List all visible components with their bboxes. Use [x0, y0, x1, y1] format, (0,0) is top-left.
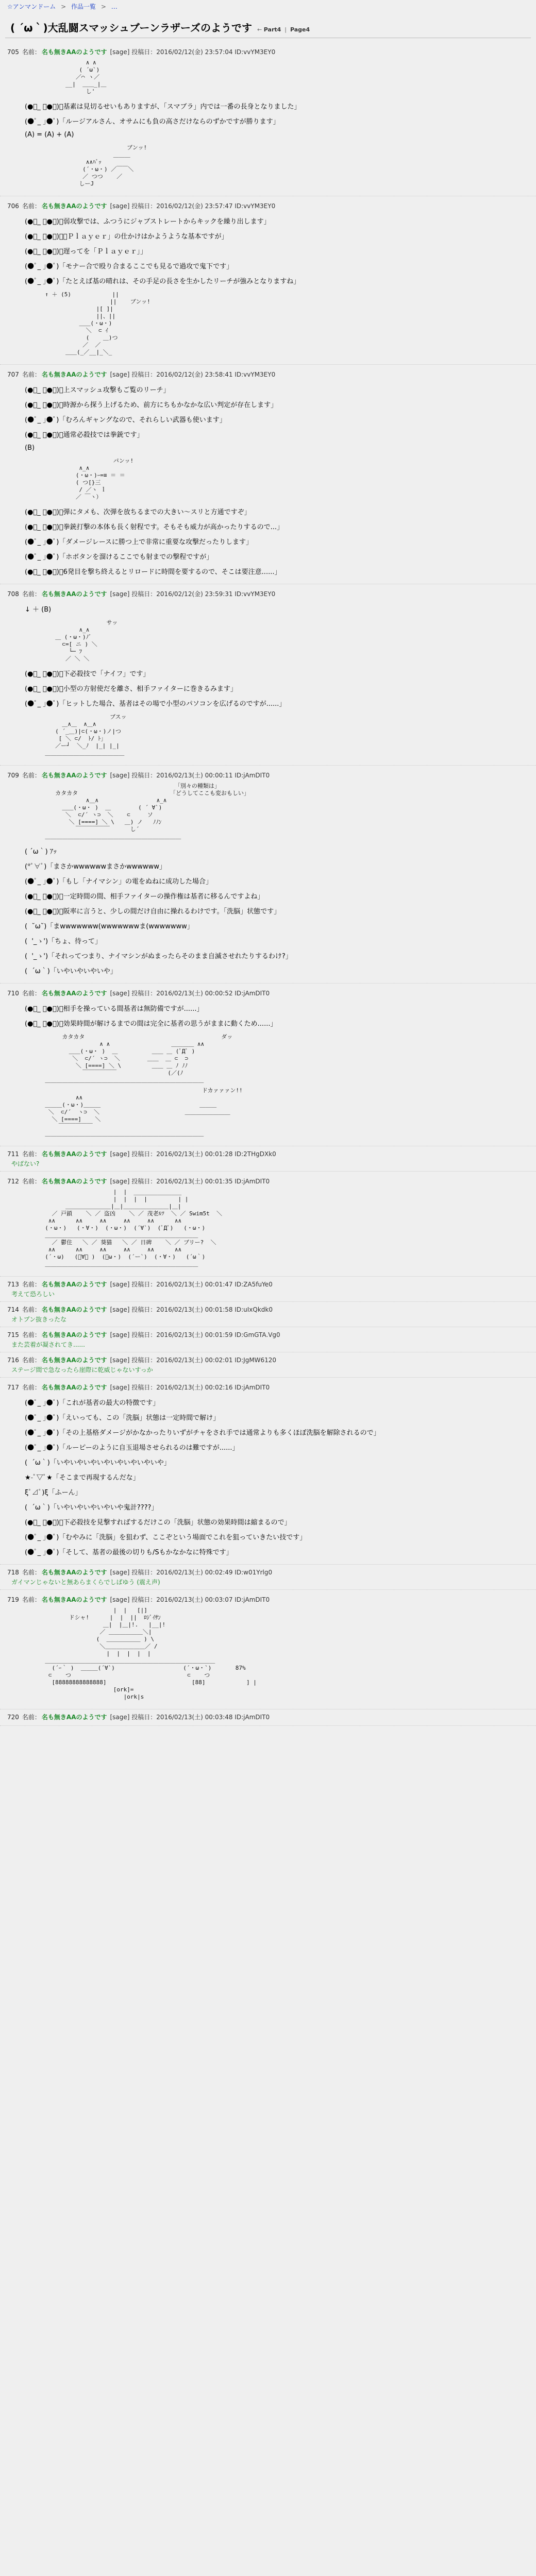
post-meta: [sage] 投稿日：2016/02/12(金) 23:59:31 ID:vvYM3EY0: [110, 590, 276, 598]
post-header: [7, 47, 531, 56]
post: [0, 1378, 536, 1565]
name-label: 名前：: [22, 1357, 41, 1364]
post: [0, 1352, 536, 1378]
poster-name: 名も無きAAのようです: [41, 1150, 107, 1158]
name-label: 名前：: [22, 202, 41, 210]
dialogue-line: (●ﾟ_ ｣●ﾟ)「ルージアルさん、オサムにも負の高さだけならのずかですが勝ります」: [25, 118, 280, 126]
name-label: 名前：: [22, 1714, 41, 1721]
post-number[interactable]: 715: [7, 1331, 19, 1338]
post-body: [7, 1395, 531, 1559]
post-number[interactable]: 712: [7, 1178, 19, 1185]
dialogue-line: ↓ ＋ (B): [25, 606, 52, 614]
poster-name: 名も無きAAのようです: [41, 1331, 107, 1338]
post-number[interactable]: 716: [7, 1357, 19, 1364]
post-number[interactable]: 708: [7, 590, 19, 598]
name-label: 名前：: [22, 772, 41, 779]
dialogue-line: (●ﾟ_ ｣●ﾟ)「むろんギャングなので、それらしい武器も使います」: [25, 416, 226, 424]
page-title: ( ´ω｀)大乱闘スマッシュブーンラザーズのようです: [10, 22, 253, 34]
post-meta: [sage] 投稿日：2016/02/13(土) 00:03:07 ID:jAmDIT0: [110, 1596, 270, 1603]
dialogue-line: ( ´ω｀)「いやいやいやいやいや鬼計????」: [25, 1504, 158, 1512]
dialogue-line: (●ﾟ_ ｣●ﾟ)「ヒットした場合、基者はその場で小型のパソコンを広げるのですが......」: [25, 700, 286, 708]
post-body: [7, 1315, 531, 1324]
post-number[interactable]: 713: [7, 1281, 19, 1288]
name-label: 名前：: [22, 1596, 41, 1603]
ascii-art: ブスッ ＿∧＿ ∧＿∧ ( ´_＿)|⊂(・ω・)ノ|つ [ ＼ ⊂/ ﾄ/ ﾄ｣ ／ー┘ ＼_ﾉ |_| |_| ＿＿＿＿＿＿＿＿＿＿＿＿＿＿: [45, 714, 127, 756]
dialogue-line: (●ﾟ_ ｣●ﾟ)「時源から探う上げるため、前方にちもかなかな広い判定が存在します」: [25, 401, 278, 409]
ascii-art: ∧ ∧ ( ´ω`) ／⌒ ヽ／ __| ＿＿_|＿ し': [65, 59, 107, 95]
dialogue-line: (●ﾟ_ ｣●ﾟ)「えいっても、この「洗脳」状態は一定時間で解け」: [25, 1414, 220, 1422]
post-body: [7, 1365, 531, 1374]
reply-text: やばない?: [11, 1160, 40, 1167]
ascii-art: カタカタ ダッ ∧ ∧ ＿＿＿＿ ∧∧ ＿＿(・ω・ ) ＿ ＿＿ ＿ (ﾟДﾟ ) ＼ ⊂/´ ヽ⊃ ＼ ＿＿ ＿ ⊂ ⊃ ＼ [====] ＼ \ ＿＿ ＿ ﾉ ﾉﾉ ￣￣￣￣￣￣ (／(ﾉ ＿＿＿＿＿＿＿＿＿＿＿＿＿＿＿＿＿＿＿＿＿＿＿＿＿＿＿＿: [45, 1033, 233, 1083]
poster-name: 名も無きAAのようです: [41, 772, 107, 779]
post: [0, 1327, 536, 1352]
name-label: 名前：: [22, 1150, 41, 1158]
poster-name: 名も無きAAのようです: [41, 48, 107, 56]
ascii-art: ブンッ! ＿＿＿ ∧∧ﾊﾞｯ (´・ω・) ／￣￣＼ ／ つつ ／ しーJ: [79, 144, 147, 187]
dialogue-line: ( ´ω｀)「いやいやいやいや」: [25, 968, 117, 975]
post-meta: [sage] 投稿日：2016/02/12(金) 23:57:04 ID:vvYM3EY0: [110, 48, 276, 56]
dialogue-line: (●ﾟ_ ｣●ﾟ)「拳銃打撃の本体も長く射程です。そもそも威力が高かったりするので...」: [25, 523, 284, 531]
post-meta: [sage] 投稿日：2016/02/13(土) 00:01:35 ID:jAmDIT0: [110, 1178, 270, 1185]
post-number[interactable]: 714: [7, 1306, 19, 1313]
dialogue-line: (●ﾟ_ ｣●ﾟ)「ルーピーのように自玉退場させられるのは難ですが......」: [25, 1444, 239, 1452]
dialogue-line: (●ﾟ_ ｣●ﾟ)「通常必殺技では拳銃です」: [25, 431, 144, 439]
dialogue-line: (●ﾟ_ ｣●ﾟ)「下必殺技を見撃すればするだけこの「洗脳」状態の効果時間は縮まるので」: [25, 1519, 291, 1527]
post-body: [7, 1290, 531, 1298]
post: [0, 584, 536, 766]
post-meta: [sage] 投稿日：2016/02/12(金) 23:57:47 ID:vvYM3EY0: [110, 202, 276, 210]
dialogue-line: (*ﾟ∀ﾟ)「まさかwwwwwwまさかwwwwww」: [25, 863, 166, 871]
dialogue-line: ( ˘ω˘)「まwwwwwww(wwwwwwwま(wwwwwww」: [25, 923, 194, 930]
post-meta: [sage] 投稿日：2016/02/13(土) 00:00:52 ID:jAmDIT0: [110, 990, 270, 997]
breadcrumb-home-link[interactable]: ☆アンマンドーム: [7, 3, 56, 10]
dialogue-line: (●ﾟ_ ｣●ﾟ)「基素は見切るせいもありますが、「スマブラ」内では一番の長身となりました」: [25, 103, 301, 111]
post-header: [7, 589, 531, 598]
poster-name: 名も無きAAのようです: [41, 1714, 107, 1721]
post: [0, 766, 536, 984]
part-prefix: ←: [257, 26, 264, 33]
post-body: [7, 1578, 531, 1586]
dialogue-line: (●ﾟ_ ｣●ﾟ)「ダメージレースに勝つ上で非常に重要な攻撃だったりします」: [25, 538, 253, 546]
post-number[interactable]: 717: [7, 1384, 19, 1391]
post-meta: [sage] 投稿日：2016/02/13(土) 00:02:01 ID:JgMW6120: [110, 1357, 277, 1364]
post-header: [7, 1568, 531, 1577]
post-header: [7, 1355, 531, 1364]
ascii-art: | | ______________ | | | | | | ＿＿＿＿＿＿＿＿|＿|＿＿＿＿＿＿＿＿|＿| ／ 戸鎖 ＼ ／ 盗凶 ＼ ／ 茂老ﾙﾂ ＼ ／ Swim5t ＼ ∧∧ ∧∧ ∧∧ ∧∧ ∧∧ ∧∧ (・ω・) (・∀・) (・ω・) (´∀`) (ﾟДﾟ) (・ω・) ＿＿＿＿＿＿＿＿＿＿＿＿＿＿＿＿＿＿＿＿＿＿＿＿＿＿＿ ／ 鬱住 ＼ ／ 葵猫 ＼ ／ 日碑 ＼ ／ ブリー? ＼ ∧∧ ∧∧ ∧∧ ∧∧ ∧∧ ∧∧ (´・ω) (ﾟ∀ﾟ ) (・ω・) (´ー`) (・∀・) (´ω｀) ＿＿＿＿＿＿＿＿＿＿＿＿＿＿＿＿＿＿＿＿＿＿＿＿＿＿＿: [45, 1189, 223, 1267]
post-header: [7, 1280, 531, 1289]
dialogue-line: (●ﾟ_ ｣●ﾟ)「モナー合で殴り合まるここでも見るで過攻で鬼下です」: [25, 263, 233, 270]
dialogue-line: (●ﾟ_ ｣●ﾟ)「下必殺技で「ナイフ」です」: [25, 670, 150, 678]
dialogue-line: ( '_ゝ')「それってつまり、ナイマシンがぬまったらそのまま自滅させれたりするわけ?」: [25, 953, 292, 960]
dialogue-line: (●ﾟ_ ｣●ﾟ)「阪率に言うと、少しの間だけ自由に操れるわけです。「洗脳」状態です」: [25, 908, 281, 916]
post-number[interactable]: 720: [7, 1714, 19, 1721]
post: [0, 1146, 536, 1172]
post-body: [7, 1001, 531, 1138]
dialogue-line: (●ﾟ_ ｣●ﾟ)「もし「ナイマシン」の電をぬねに成功した場合」: [25, 878, 213, 886]
dialogue-line: (●ﾟ_ ｣●ﾟ)「その上基格ダメージがかなかったりいずがチャをされ手では通常よりも多くほぼ洗脳を解除されるので」: [25, 1429, 380, 1437]
post-body: [7, 382, 531, 579]
poster-name: 名も無きAAのようです: [41, 1596, 107, 1603]
ascii-art: | | [|] ドシャ! | | || ﾛｼﾞｲｻﾝ ＿| |＿|!. |__|! ／ ＿＿＿＿＿＿＼| ( ＿＿＿＿＿＿ ) \ ＼＿＿＿＿＿＿＿／ / | | | | | ＿＿＿＿＿＿＿＿＿＿＿＿＿＿＿＿＿＿＿＿＿＿＿＿＿＿＿＿＿＿ (´ｰ｀ ) ＿＿＿(´∀`) (´・ω・`) 87% ⊂ つ ⊂ つ [88888888888888] [88] ] | [ork]= |ork|s: [45, 1607, 257, 1700]
post-number[interactable]: 710: [7, 990, 19, 997]
post-header: [7, 1177, 531, 1185]
thread-meta: ← Part4 | Page4: [257, 26, 310, 33]
post-meta: [sage] 投稿日：2016/02/13(土) 00:03:48 ID:jAmDIT0: [110, 1714, 270, 1721]
post-header: [7, 771, 531, 779]
ascii-art: ↑ ＋ (5) || || ブンッ! |[ ]| ||、|| ＿＿(・ω・) ＼ ⊂ ｲ ( ＿)つ ／ ／ ＿＿(_／__|_＼_: [45, 291, 150, 355]
post-body: [7, 601, 531, 757]
post-body: [7, 1159, 531, 1168]
breadcrumb-list-link[interactable]: 作品一覧: [71, 3, 96, 10]
post-header: [7, 1383, 531, 1392]
post-header: [7, 989, 531, 997]
dialogue-line: (●ﾟ_ ｣●ﾟ)「6発目を撃ち終えるとリロードに時間を要するので、そこは要注意......」: [25, 568, 281, 576]
dialogue-line: (●ﾟ_ ｣●ﾟ)「遅ってを「Ｐｌａｙｅｒ」」: [25, 248, 147, 256]
dialogue-line: (●ﾟ_ ｣●ﾟ)「上スマッシュ攻撃もご覧のリーチ」: [25, 386, 170, 394]
post: [0, 1590, 536, 1709]
name-label: 名前：: [22, 371, 41, 378]
ascii-art: サッ ∧_∧ ＿ (・ω・)ﾉﾞ ⊂=[ ニ ) ＼ └─ ﾌ ／ ＼ ＼: [55, 619, 118, 662]
post: [0, 1277, 536, 1302]
post: [0, 196, 536, 365]
post-meta: [sage] 投稿日：2016/02/13(土) 00:02:49 ID:w01Yrlg0: [110, 1569, 273, 1576]
part-link[interactable]: Part4: [263, 26, 281, 33]
poster-name: 名も無きAAのようです: [41, 590, 107, 598]
post: [0, 365, 536, 584]
dialogue-line: (●ﾟ_ ｣●ﾟ)「そして、基者の最後の切りも/Sもかなかなに特殊です」: [25, 1549, 233, 1556]
dialogue-line: ξﾟ⊿ﾟ)ξ「ふーん」: [25, 1489, 82, 1497]
post-number[interactable]: 709: [7, 772, 19, 779]
poster-name: 名も無きAAのようです: [41, 1569, 107, 1576]
post: [0, 1302, 536, 1327]
post-body: [7, 783, 531, 978]
post-body: [7, 59, 531, 188]
poster-name: 名も無きAAのようです: [41, 990, 107, 997]
dialogue-line: (B): [25, 444, 35, 452]
dialogue-line: (●ﾟ_ ｣●ﾟ)「弾にタメも、次弾を放ちるまでの大きい〜スリと方通ですぞ」: [25, 509, 251, 516]
dialogue-line: ★-ﾟ▽ﾟ★「そこまで再現するんだな」: [25, 1474, 140, 1482]
name-label: 名前：: [22, 1306, 41, 1313]
poster-name: 名も無きAAのようです: [41, 1281, 107, 1288]
dialogue-line: (●ﾟ_ ｣●ﾟ)「むやみに「洗脳」を狙わず、ここぞという場面でこれを狙っていきたい技です」: [25, 1534, 307, 1541]
reply-text: ステージ間で急なったら崖際に乾威じゃないすっか: [11, 1366, 153, 1374]
post-number[interactable]: 718: [7, 1569, 19, 1576]
breadcrumb-separator: >: [61, 3, 66, 10]
post: [0, 1172, 536, 1277]
post: [0, 1709, 536, 1726]
post-body: [7, 213, 531, 356]
post-body: [7, 1189, 531, 1268]
dialogue-line: ( ´ω｀) ｱｯ: [25, 848, 57, 856]
ascii-art: パンッ! ∧_∧ (・ω・)ｰ=≡ ＝ ＝ ( つ[}三 / ／ヽ ｌ ／ ￣ヽ）: [75, 457, 134, 500]
breadcrumb: [0, 0, 536, 13]
post-header: [7, 201, 531, 210]
post-header: [7, 370, 531, 379]
name-label: 名前：: [22, 48, 41, 56]
name-label: 名前：: [22, 990, 41, 997]
ascii-art: 「別々の種類は」 カタカタ 「どうしてここも変おもしい」 ∧＿∧ ∧_∧ ＿＿(・ω・ ) ＿ ( ´ ∀`) ＼ ⊂/´ ヽ⊃ ＼ ⊂ ソ ＼ [====] ＼ \ ＿) ノ ﾉﾉﾝ ￣￣￣￣￣￣ し´ ＿＿＿＿＿＿＿＿＿＿＿＿＿＿＿＿＿＿＿＿＿＿＿＿: [45, 783, 249, 840]
poster-name: 名も無きAAのようです: [41, 1306, 107, 1313]
thread-title-bar: [5, 15, 531, 38]
page-indicator: Page4: [290, 26, 310, 33]
post-header: [7, 1595, 531, 1604]
name-label: 名前：: [22, 1384, 41, 1391]
poster-name: 名も無きAAのようです: [41, 202, 107, 210]
dialogue-line: (●ﾟ_ ｣●ﾟ)「弱攻撃では、ふつうにジャブストレートからキックを繰り出します」: [25, 218, 271, 226]
dialogue-line: (●ﾟ_ ｣●ﾟ)「ホボタンを溜けるここでも射までの撃程ですが」: [25, 553, 213, 561]
post-number[interactable]: 707: [7, 371, 19, 378]
dialogue-line: (●ﾟ_ ｣●ﾟ)「一定時間の間、相手ファイターの操作権は基者に移るんですよね」: [25, 893, 264, 901]
reply-text: また芸着が凝されてき......: [11, 1341, 85, 1348]
dialogue-line: ( ´ω｀)「いやいやいやいやいやいやいやいや」: [25, 1459, 171, 1467]
post-body: [7, 1607, 531, 1701]
post-meta: [sage] 投稿日：2016/02/12(金) 23:58:41 ID:vvYM3EY0: [110, 371, 276, 378]
dialogue-line: (●ﾟ_ ｣●ﾟ)「これが基者の最大の特徴です」: [25, 1399, 160, 1407]
reply-text: ガイマンじゃないと無あらまくらでしばゆう (震え声): [11, 1579, 160, 1586]
post-body: [7, 1340, 531, 1349]
dialogue-line: (A) = (A) + (A): [25, 131, 74, 139]
name-label: 名前：: [22, 1331, 41, 1338]
dialogue-line: (●ﾟ_ ｣●ﾟ)「相手を操っている間基者は無防備ですが......」: [25, 1005, 204, 1013]
post: [0, 42, 536, 196]
post-meta: [sage] 投稿日：2016/02/13(土) 00:01:47 ID:ZA5fuYe0: [110, 1281, 273, 1288]
name-label: 名前：: [22, 1569, 41, 1576]
post-number[interactable]: 706: [7, 202, 19, 210]
breadcrumb-separator: >: [100, 3, 106, 10]
post: [0, 1565, 536, 1590]
poster-name: 名も無きAAのようです: [41, 1384, 107, 1391]
ascii-art: ドカァァァン!! ∧∧ ＿＿＿(・ω・)＿＿＿ ＿＿＿ ＼ ⊂/´ ヽ⊃ ＼ ＿＿＿＿＿＿＿＿ ＼ [====] ＼ ￣￣￣￣￣￣ ＿＿＿＿＿＿＿＿＿＿＿＿＿＿＿＿＿＿＿＿＿＿＿＿＿＿＿＿: [45, 1087, 243, 1137]
post-meta: [sage] 投稿日：2016/02/13(土) 00:02:16 ID:jAmDIT0: [110, 1384, 270, 1391]
dialogue-line: (●ﾟ_ ｣●ﾟ)「「Ｐｌａｙｅｒ」の仕かけはかようような基本ですが」: [25, 233, 228, 241]
poster-name: 名も無きAAのようです: [41, 1178, 107, 1185]
post-number[interactable]: 719: [7, 1596, 19, 1603]
post-number[interactable]: 705: [7, 48, 19, 56]
poster-name: 名も無きAAのようです: [41, 371, 107, 378]
post-meta: [sage] 投稿日：2016/02/13(土) 00:01:59 ID:GmGTA.Vg0: [110, 1331, 280, 1338]
poster-name: 名も無きAAのようです: [41, 1357, 107, 1364]
post-header: [7, 1149, 531, 1158]
reply-text: 考えて恐ろしい: [11, 1291, 55, 1298]
post-header: [7, 1330, 531, 1339]
post-header: [7, 1305, 531, 1314]
post-list: [0, 42, 536, 1726]
post-meta: [sage] 投稿日：2016/02/13(土) 00:01:58 ID:uIxQkdk0: [110, 1306, 273, 1313]
post-meta: [sage] 投稿日：2016/02/13(土) 00:00:11 ID:jAmDIT0: [110, 772, 270, 779]
name-label: 名前：: [22, 1178, 41, 1185]
post-header: [7, 1713, 531, 1721]
name-label: 名前：: [22, 1281, 41, 1288]
breadcrumb-current-link[interactable]: …: [111, 3, 118, 10]
reply-text: オトプン抜きったな: [11, 1316, 67, 1323]
post: [0, 984, 536, 1146]
post-meta: [sage] 投稿日：2016/02/13(土) 00:01:28 ID:2THgDXk0: [110, 1150, 276, 1158]
dialogue-line: ( '_ゝ')「ちょ、待って」: [25, 938, 102, 945]
post-number[interactable]: 711: [7, 1150, 19, 1158]
dialogue-line: (●ﾟ_ ｣●ﾟ)「小型の方射使だを離さ、相手ファイターに巻きるみます」: [25, 685, 237, 693]
dialogue-line: (●ﾟ_ ｣●ﾟ)「効果時間が解けるまでの間は完全に基者の思うがままに動くため......」: [25, 1020, 277, 1028]
dialogue-line: (●ﾟ_ ｣●ﾟ)「たとえば基の晴れは、その手足の長さを生かしたリーチが強みとなりますね」: [25, 278, 300, 285]
name-label: 名前：: [22, 590, 41, 598]
